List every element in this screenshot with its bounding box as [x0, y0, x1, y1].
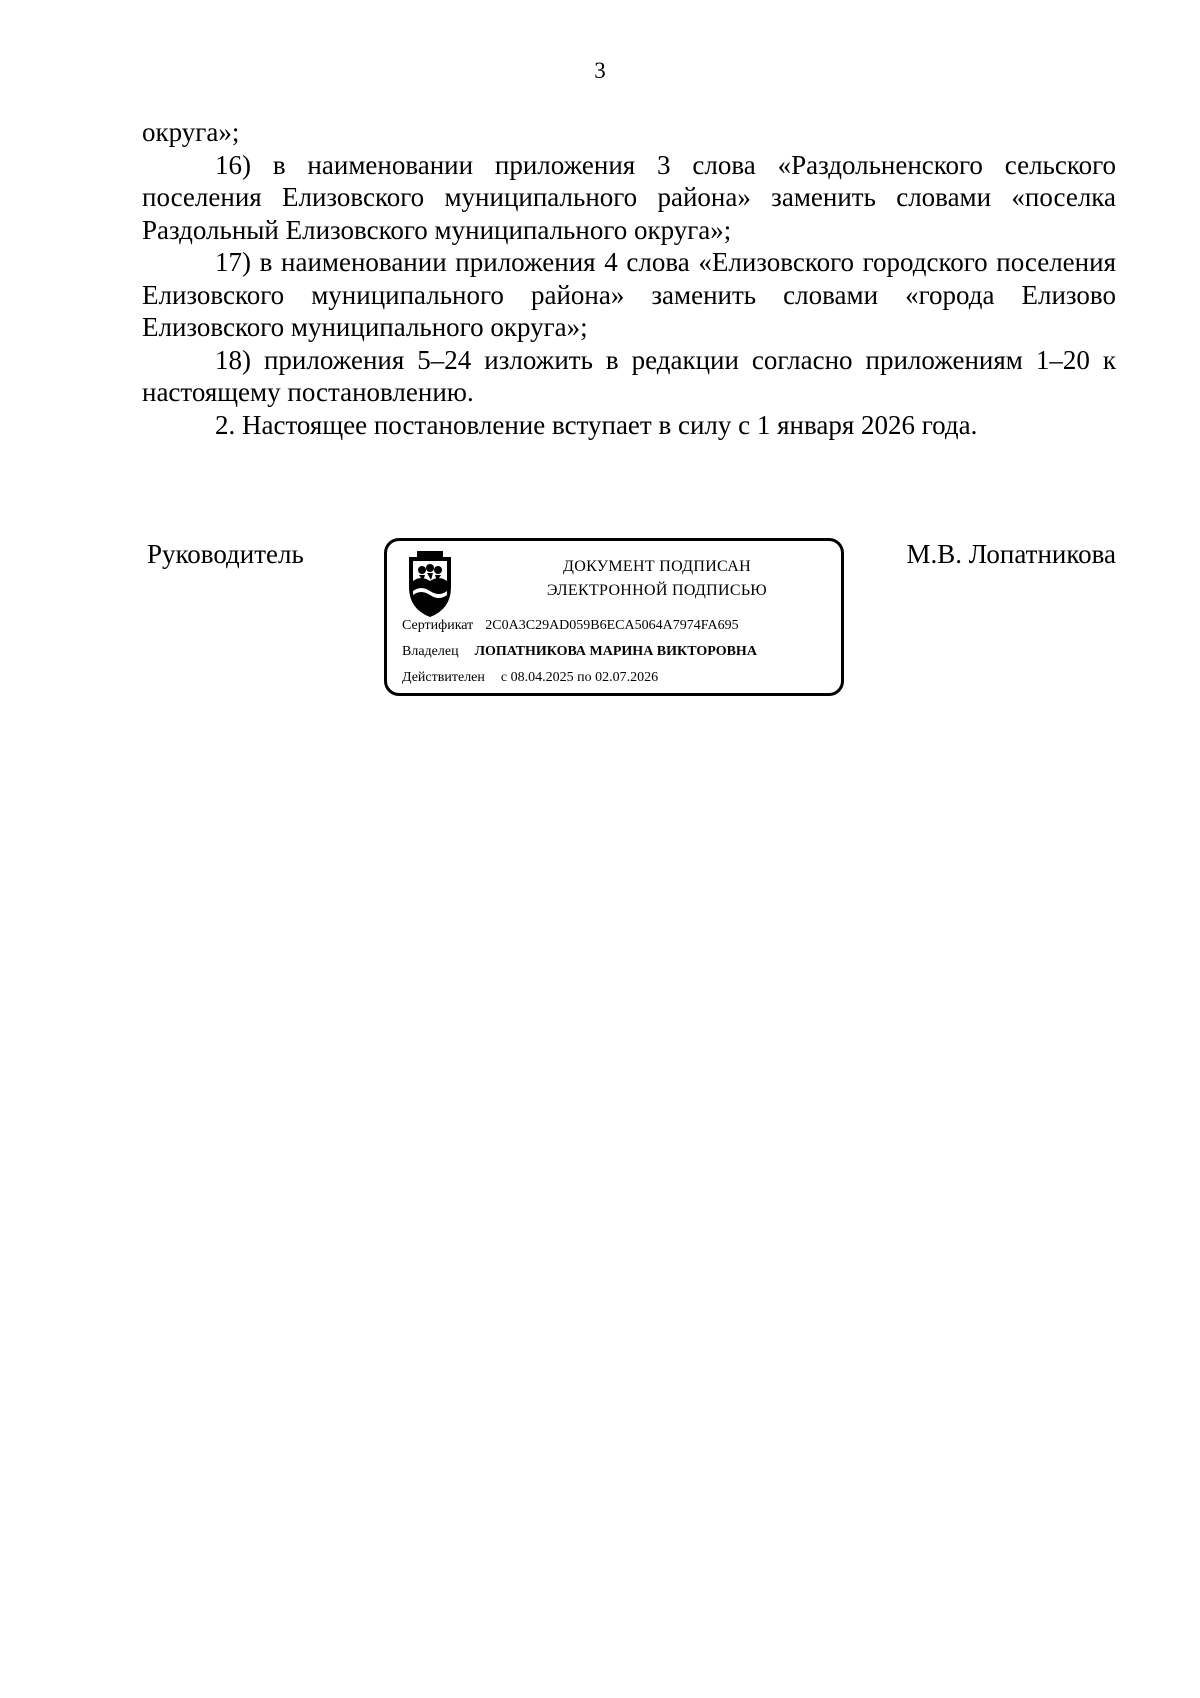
owner-value: ЛОПАТНИКОВА МАРИНА ВИКТОРОВНА	[474, 644, 757, 659]
validity-label: Действителен	[402, 670, 485, 685]
signature-block	[0, 538, 1200, 698]
stamp-certificate-row	[402, 617, 739, 635]
paragraph-item-18: 18) приложения 5–24 изложить в редакции согласно приложениям 1–20 к настоящему постановлению.	[142, 344, 1116, 407]
paragraph-continuation: округа»;	[142, 117, 240, 147]
paragraph-item-16: 16) в наименовании приложения 3 слова «Раздольненского сельского поселения Елизовского муниципального района» заменить словами «поселка Раздольный Елизовского муниципального округа»;	[142, 149, 1116, 245]
document-body	[142, 116, 1116, 441]
owner-label: Владелец	[402, 644, 459, 659]
coat-of-arms-icon	[405, 551, 455, 619]
page-number: 3	[594, 58, 606, 83]
certificate-value: 2C0A3C29AD059B6ECA5064A7974FA695	[485, 618, 739, 633]
signer-position: Руководитель	[147, 539, 304, 569]
stamp-validity-row	[402, 669, 658, 687]
electronic-signature-stamp	[384, 538, 844, 696]
paragraph-item-17: 17) в наименовании приложения 4 слова «Елизовского городского поселения Елизовского муниципального района» заменить словами «города Елизово Елизовского муниципального округа»;	[142, 247, 1116, 342]
validity-value: с 08.04.2025 по 02.07.2026	[500, 670, 659, 685]
certificate-label: Сертификат	[402, 618, 474, 633]
signer-name: М.В. Лопатникова	[906, 539, 1116, 569]
stamp-header	[477, 555, 837, 603]
stamp-header-line2: ЭЛЕКТРОННОЙ ПОДПИСЬЮ	[546, 582, 768, 599]
stamp-owner-row	[402, 643, 757, 661]
paragraph-clause-2: 2. Настоящее постановление вступает в силу с 1 января 2026 года.	[215, 409, 978, 440]
stamp-header-line1: ДОКУМЕНТ ПОДПИСАН	[563, 558, 751, 575]
